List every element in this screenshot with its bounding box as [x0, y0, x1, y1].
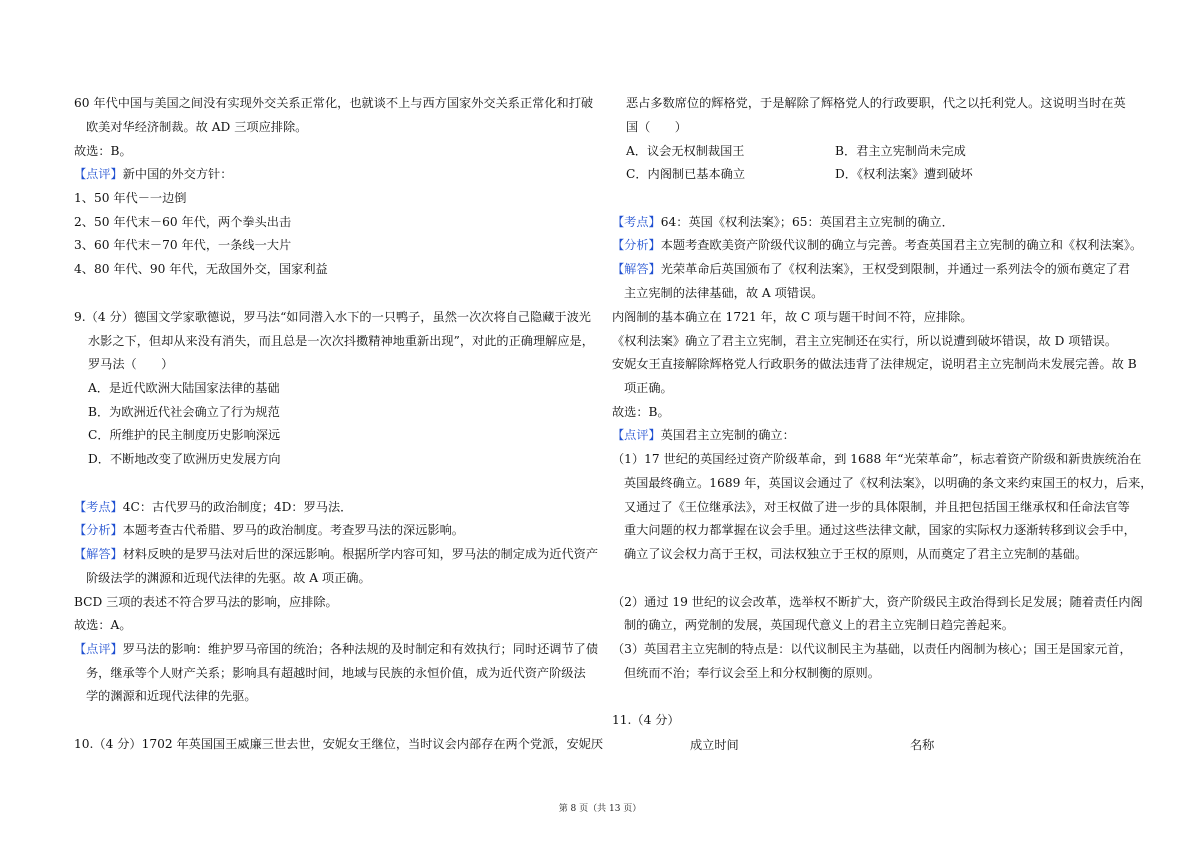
- option-b: B．君主立宪制尚未完成: [835, 144, 966, 158]
- text-line: 阶级法学的渊源和近现代法律的先驱。故 A 项正确。: [86, 571, 371, 585]
- text-line: 2、50 年代末－60 年代，两个拳头出击: [74, 215, 292, 229]
- option-d: D．《权利法案》遭到破坏: [835, 167, 973, 181]
- text-line: 安妮女王直接解除辉格党人行政职务的做法违背了法律规定，说明君主立宪制尚未发展完善。故 B: [612, 357, 1137, 371]
- text-line: （3）英国君主立宪制的特点是：以代议制民主为基础，以责任内阁制为核心；国王是国家元首，: [612, 642, 1132, 656]
- table-header-name: 名称: [910, 738, 935, 752]
- table-header-time: 成立时间: [690, 738, 739, 752]
- text-line: 英国最终确立。1689 年，英国议会通过了《权利法案》，以明确的条文来约束国王的权力，后来，: [624, 476, 1153, 490]
- text-line: （1）17 世纪的英国经过资产阶级革命，到 1688 年“光荣革命”，标志着资产阶级和新贵族统治在: [612, 452, 1142, 466]
- question-9-stem: 9.（4 分）德国文学家歌德说，罗马法“如同潜入水下的一只鸭子，虽然一次次将自己隐藏于波光: [74, 310, 591, 324]
- comment-line: 【点评】英国君主立宪制的确立：: [612, 428, 795, 442]
- text-line: 4、80 年代、90 年代，无敌国外交，国家利益: [74, 262, 328, 276]
- point-tag: 【考点】: [612, 215, 661, 229]
- option-a: A．是近代欧洲大陆国家法律的基础: [88, 381, 280, 395]
- option-d: D．不断地改变了欧洲历史发展方向: [88, 452, 281, 466]
- comment-line: 【点评】新中国的外交方针：: [74, 167, 233, 181]
- text-line: 但统而不治；奉行议会至上和分权制衡的原则。: [624, 666, 880, 680]
- text-line: 重大问题的权力都掌握在议会手里。通过这些法律文献，国家的实际权力逐渐转移到议会手中，: [624, 523, 1136, 537]
- page-footer: 第 8 页（共 13 页）: [558, 804, 642, 814]
- text-line: 60 年代中国与美国之间没有实现外交关系正常化，也就谈不上与西方国家外交关系正常化和打破: [74, 96, 594, 110]
- answer-line: 【解答】光荣革命后英国颁布了《权利法案》，王权受到限制，并通过一系列法令的颁布奠定了君: [612, 262, 1130, 276]
- answer-tag: 【解答】: [612, 262, 661, 276]
- text-line: 1、50 年代－一边倒: [74, 191, 187, 205]
- analysis-line: 【分析】本题考查古代希腊、罗马的政治制度。考查罗马法的深远影响。: [74, 523, 464, 537]
- text-line: 项正确。: [624, 381, 673, 395]
- option-c: C．所维护的民主制度历史影响深远: [88, 428, 281, 442]
- analysis-tag: 【分析】: [74, 523, 123, 537]
- text-line: BCD 三项的表述不符合罗马法的影响，应排除。: [74, 595, 338, 609]
- text-line: 学的渊源和近现代法律的先驱。: [86, 689, 257, 703]
- question-11-stem: 11.（4 分）: [612, 713, 680, 727]
- text-line: 3、60 年代末－70 年代，一条线一大片: [74, 238, 292, 252]
- text-line: 故选：B。: [612, 405, 670, 419]
- text-line: 故选：A。: [74, 618, 132, 632]
- analysis-tag: 【分析】: [612, 238, 661, 252]
- text-line: 制的确立，两党制的发展，英国现代意义上的君主立宪制日趋完善起来。: [624, 618, 1014, 632]
- text-line: 务，继承等个人财产关系；影响具有超越时间，地域与民族的永恒价值，成为近代资产阶级法: [86, 666, 586, 680]
- comment-tag: 【点评】: [612, 428, 661, 442]
- option-b: B．为欧洲近代社会确立了行为规范: [88, 405, 280, 419]
- text-line: 罗马法（ ）: [88, 357, 174, 371]
- option-a: A．议会无权制裁国王: [626, 144, 745, 158]
- comment-tag: 【点评】: [74, 642, 123, 656]
- point-line: 【考点】4C：古代罗马的政治制度；4D：罗马法．: [74, 500, 353, 514]
- text-line: 恶占多数席位的辉格党，于是解除了辉格党人的行政要职，代之以托利党人。这说明当时在英: [626, 96, 1126, 110]
- answer-line: 【解答】材料反映的是罗马法对后世的深远影响。根据所学内容可知，罗马法的制定成为近代资产: [74, 547, 599, 561]
- point-tag: 【考点】: [74, 500, 123, 514]
- text-line: 又通过了《王位继承法》，对王权做了进一步的具体限制，并且把包括国王继承权和任命法官等: [624, 500, 1130, 514]
- option-c: C．内阁制已基本确立: [626, 167, 746, 181]
- analysis-line: 【分析】本题考查欧美资产阶级代议制的确立与完善。考查英国君主立宪制的确立和《权利法案》。: [612, 238, 1143, 252]
- text-line: 国（ ）: [626, 120, 687, 134]
- comment-line: 【点评】罗马法的影响：维护罗马帝国的统治；各种法规的及时制定和有效执行；同时还调节了债: [74, 642, 599, 656]
- text-line: （2）通过 19 世纪的议会改革，选举权不断扩大，资产阶级民主政治得到长足发展；随着责任内阁: [612, 595, 1143, 609]
- comment-tag: 【点评】: [74, 167, 123, 181]
- text-line: 故选：B。: [74, 144, 132, 158]
- text-line: 内阁制的基本确立在 1721 年，故 C 项与题干时间不符，应排除。: [612, 310, 973, 324]
- question-10-stem: 10.（4 分）1702 年英国国王威廉三世去世，安妮女王继位，当时议会内部存在两个党派，安妮厌: [74, 737, 604, 751]
- text-line: 欧美对华经济制裁。故 AD 三项应排除。: [86, 120, 308, 134]
- answer-tag: 【解答】: [74, 547, 123, 561]
- point-line: 【考点】64：英国《权利法案》；65：英国君主立宪制的确立．: [612, 215, 954, 229]
- text-line: 《权利法案》确立了君主立宪制，君主立宪制还在实行，所以说遭到破坏错误，故 D 项错误。: [612, 334, 1118, 348]
- text-line: 水影之下，但却从来没有消失，而且总是一次次抖擞精神地重新出现”，对此的正确理解应是，: [88, 334, 594, 348]
- text-line: 主立宪制的法律基础，故 A 项错误。: [624, 286, 824, 300]
- text-line: 确立了议会权力高于王权，司法权独立于王权的原则，从而奠定了君主立宪制的基础。: [624, 547, 1088, 561]
